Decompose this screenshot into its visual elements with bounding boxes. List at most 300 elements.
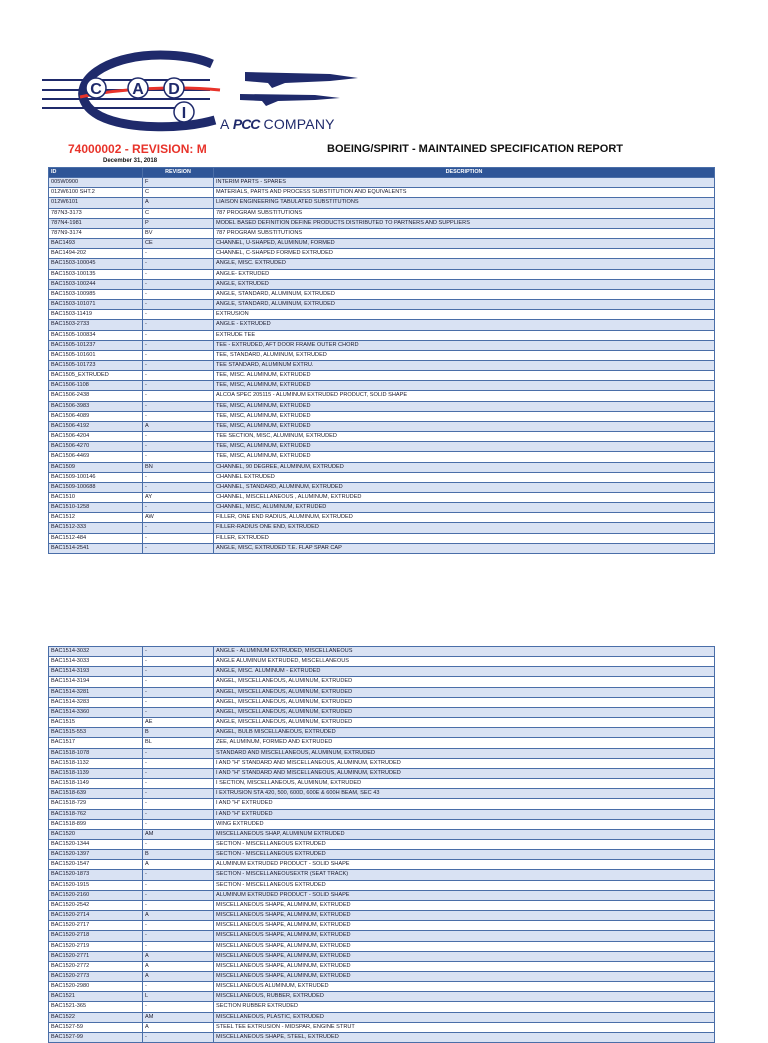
cell-revision: A xyxy=(143,972,214,982)
table-row xyxy=(49,411,715,421)
table-row xyxy=(49,657,715,667)
cell-id: BAC1515 xyxy=(49,718,143,728)
table-row xyxy=(49,961,715,971)
cell-description: ANGLE - EXTRUDED xyxy=(214,320,715,330)
table-row xyxy=(49,513,715,523)
cell-description: CHANNEL, C-SHAPED FORMED EXTRUDED xyxy=(214,249,715,259)
cell-revision: - xyxy=(143,523,214,533)
cell-id: BAC1520-2719 xyxy=(49,941,143,951)
cell-revision: BN xyxy=(143,462,214,472)
table-row xyxy=(49,870,715,880)
cell-revision: - xyxy=(143,371,214,381)
table-row xyxy=(49,728,715,738)
cell-revision: A xyxy=(143,911,214,921)
table-row xyxy=(49,758,715,768)
table-row xyxy=(49,860,715,870)
cell-revision: BV xyxy=(143,228,214,238)
cell-revision: - xyxy=(143,982,214,992)
cell-id: BAC1514-3283 xyxy=(49,697,143,707)
cell-description: TEE, MISC, ALUMINUM, EXTRUDED xyxy=(214,452,715,462)
cell-id: BAC1509-100688 xyxy=(49,482,143,492)
cell-revision: - xyxy=(143,360,214,370)
cell-description: CHANNEL EXTRUDED xyxy=(214,472,715,482)
table-row xyxy=(49,748,715,758)
cell-id: BAC1520-1344 xyxy=(49,839,143,849)
cell-description: SECTION - MISCELLANEOUSEXTR (SEAT TRACK) xyxy=(214,870,715,880)
cell-id: 787N4-1981 xyxy=(49,218,143,228)
cell-description: ANGLE, STANDARD, ALUMINUM, EXTRUDED xyxy=(214,289,715,299)
cell-description: ANGLE, MISC. EXTRUDED xyxy=(214,259,715,269)
spec-table-top xyxy=(48,167,715,554)
table-row xyxy=(49,982,715,992)
cell-id: BAC1506-3983 xyxy=(49,401,143,411)
cell-revision: A xyxy=(143,198,214,208)
cell-revision: - xyxy=(143,819,214,829)
cell-revision: BL xyxy=(143,738,214,748)
table-row xyxy=(49,829,715,839)
company-tagline xyxy=(220,116,335,132)
table-row xyxy=(49,951,715,961)
cell-description: ANGLE, MISC. ALUMINUM - EXTRUDED xyxy=(214,667,715,677)
cell-description: 787 PROGRAM SUBSTITUTIONS xyxy=(214,208,715,218)
cell-id: BAC1520-2980 xyxy=(49,982,143,992)
cell-id: BAC1520-2160 xyxy=(49,890,143,900)
cell-id: BAC1514-3193 xyxy=(49,667,143,677)
cell-id: BAC1509 xyxy=(49,462,143,472)
cell-description: MISCELLANEOUS SHAPE, ALUMINUM, EXTRUDED xyxy=(214,941,715,951)
cell-revision: - xyxy=(143,442,214,452)
cell-revision: - xyxy=(143,279,214,289)
cell-id: BAC1521-365 xyxy=(49,1002,143,1012)
cell-id: BAC1493 xyxy=(49,239,143,249)
cell-description: I AND "H" STANDARD AND MISCELLANEOUS, ALUMINUM, EXTRUDED xyxy=(214,758,715,768)
cell-id: BAC1515-553 xyxy=(49,728,143,738)
table-header-row xyxy=(49,168,715,178)
cell-description: EXTRUDE TEE xyxy=(214,330,715,340)
logo-letter-d: D xyxy=(168,81,180,98)
cell-id: 787N9-3174 xyxy=(49,228,143,238)
cell-id: BAC1514-2541 xyxy=(49,543,143,553)
table-row xyxy=(49,839,715,849)
table-row xyxy=(49,697,715,707)
cell-revision: AM xyxy=(143,1012,214,1022)
table-row xyxy=(49,401,715,411)
table-row xyxy=(49,442,715,452)
table-row xyxy=(49,310,715,320)
cell-revision: - xyxy=(143,931,214,941)
cell-revision: - xyxy=(143,880,214,890)
cell-revision: - xyxy=(143,411,214,421)
cell-description: MISCELLANEOUS, RUBBER, EXTRUDED xyxy=(214,992,715,1002)
document-number: 74000002 - REVISION: M xyxy=(68,142,207,156)
cell-id: BAC1521 xyxy=(49,992,143,1002)
cell-id: BAC1510 xyxy=(49,493,143,503)
cell-description: TEE, STANDARD, ALUMINUM, EXTRUDED xyxy=(214,350,715,360)
table-row xyxy=(49,799,715,809)
cell-description: ANGEL, MISCELLANEOUS, ALUMINUM, EXTRUDED xyxy=(214,677,715,687)
cell-description: ANGEL, MISCELLANEOUS, ALUMINUM, EXTRUDED xyxy=(214,707,715,717)
table-row xyxy=(49,523,715,533)
cell-description: MISCELLANEOUS SHAPE, ALUMINUM, EXTRUDED xyxy=(214,951,715,961)
cell-revision: AM xyxy=(143,829,214,839)
cell-revision: - xyxy=(143,789,214,799)
cell-revision: - xyxy=(143,647,214,657)
table-row xyxy=(49,941,715,951)
cell-id: BAC1506-4270 xyxy=(49,442,143,452)
cell-description: ANGLE, EXTRUDED xyxy=(214,279,715,289)
cell-id: BAC1512 xyxy=(49,513,143,523)
cell-description: EXTRUSION xyxy=(214,310,715,320)
cell-description: INTERIM PARTS - SPARES xyxy=(214,178,715,188)
cell-revision: - xyxy=(143,381,214,391)
cell-revision: - xyxy=(143,667,214,677)
cell-description: CHANNEL, U-SHAPED, ALUMINUM, FORMED xyxy=(214,239,715,249)
table-row xyxy=(49,482,715,492)
cell-description: TEE - EXTRUDED, AFT DOOR FRAME OUTER CHORD xyxy=(214,340,715,350)
cell-revision: - xyxy=(143,870,214,880)
cell-revision: - xyxy=(143,758,214,768)
cell-description: WING EXTRUDED xyxy=(214,819,715,829)
cell-id: BAC1518-1149 xyxy=(49,779,143,789)
cell-description: CHANNEL, MISCELLANEOUS , ALUMINUM, EXTRUDED xyxy=(214,493,715,503)
cell-id: BAC1520-1873 xyxy=(49,870,143,880)
cell-revision: - xyxy=(143,677,214,687)
table-row xyxy=(49,188,715,198)
cell-revision: - xyxy=(143,249,214,259)
cell-description: MISCELLANEOUS SHAP, ALUMINUM EXTRUDED xyxy=(214,829,715,839)
table-row xyxy=(49,228,715,238)
cell-description: I AND "H" EXTRUDED xyxy=(214,799,715,809)
cell-id: BAC1520-2772 xyxy=(49,961,143,971)
cell-description: FILLER, EXTRUDED xyxy=(214,533,715,543)
cell-id: BAC1514-3360 xyxy=(49,707,143,717)
cell-description: CHANNEL, STANDARD, ALUMINUM, EXTRUDED xyxy=(214,482,715,492)
cell-id: BAC1494-202 xyxy=(49,249,143,259)
cell-revision: - xyxy=(143,941,214,951)
cell-description: ANGEL, MISCELLANEOUS, ALUMINUM, EXTRUDED xyxy=(214,687,715,697)
cell-id: BAC1506-4469 xyxy=(49,452,143,462)
table-row xyxy=(49,789,715,799)
cell-revision: CE xyxy=(143,239,214,249)
table-row xyxy=(49,300,715,310)
table-row xyxy=(49,972,715,982)
cell-description: STEEL TEE EXTRUSION - MIDSPAR, ENGINE STRUT xyxy=(214,1022,715,1032)
col-header-description: DESCRIPTION xyxy=(214,168,715,178)
cell-id: BAC1503-101071 xyxy=(49,300,143,310)
table-row xyxy=(49,890,715,900)
cell-id: BAC1520-1397 xyxy=(49,850,143,860)
cell-id: BAC1518-762 xyxy=(49,809,143,819)
table-row xyxy=(49,911,715,921)
cell-description: TEE, MISC, ALUMINUM, EXTRUDED xyxy=(214,381,715,391)
cell-description: ALUMINUM EXTRUDED PRODUCT - SOLID SHAPE xyxy=(214,860,715,870)
cell-description: MISCELLANEOUS SHAPE, ALUMINUM, EXTRUDED xyxy=(214,972,715,982)
table-row xyxy=(49,931,715,941)
cell-id: BAC1505-101723 xyxy=(49,360,143,370)
cell-description: ALCOA SPEC 205115 - ALUMINUM EXTRUDED PRODUCT, SOLID SHAPE xyxy=(214,391,715,401)
table-row xyxy=(49,218,715,228)
table-row xyxy=(49,503,715,513)
cell-id: BAC1506-1108 xyxy=(49,381,143,391)
cell-revision: - xyxy=(143,697,214,707)
cell-revision: - xyxy=(143,921,214,931)
table-row xyxy=(49,320,715,330)
cell-revision: B xyxy=(143,728,214,738)
cell-id: BAC1527-59 xyxy=(49,1022,143,1032)
table-row xyxy=(49,647,715,657)
cell-description: MODEL BASED DEFINITION DEFINE PRODUCTS DISTRIBUTED TO PARTNERS AND SUPPLIERS xyxy=(214,218,715,228)
table-row xyxy=(49,707,715,717)
cell-id: 012W6100 SHT.2 xyxy=(49,188,143,198)
table-row xyxy=(49,330,715,340)
cell-id: BAC1518-1078 xyxy=(49,748,143,758)
cell-id: BAC1514-3033 xyxy=(49,657,143,667)
cell-revision: - xyxy=(143,503,214,513)
cell-description: MISCELLANEOUS, PLASTIC, EXTRUDED xyxy=(214,1012,715,1022)
cell-description: ANGLE, STANDARD, ALUMINUM, EXTRUDED xyxy=(214,300,715,310)
cell-description: TEE, MISC, ALUMINUM, EXTRUDED xyxy=(214,401,715,411)
cell-id: BAC1514-3281 xyxy=(49,687,143,697)
cell-description: FILLER, ONE END RADIUS, ALUMINUM, EXTRUDED xyxy=(214,513,715,523)
cell-revision: A xyxy=(143,1022,214,1032)
cell-revision: - xyxy=(143,768,214,778)
cell-id: BAC1503-2733 xyxy=(49,320,143,330)
cell-revision: - xyxy=(143,320,214,330)
table-row xyxy=(49,279,715,289)
cell-description: ANGEL, MISCELLANEOUS, ALUMINUM, EXTRUDED xyxy=(214,697,715,707)
cell-revision: - xyxy=(143,289,214,299)
cell-revision: - xyxy=(143,707,214,717)
cell-id: BAC1520-1547 xyxy=(49,860,143,870)
table-row xyxy=(49,239,715,249)
cell-description: CHANNEL, MISC, ALUMINUM, EXTRUDED xyxy=(214,503,715,513)
pcc-brand: PCC xyxy=(232,116,260,132)
table-row xyxy=(49,768,715,778)
cell-id: BAC1506-2438 xyxy=(49,391,143,401)
col-header-revision: REVISION xyxy=(143,168,214,178)
cell-id: BAC1518-729 xyxy=(49,799,143,809)
col-header-id: ID xyxy=(49,168,143,178)
table-row xyxy=(49,738,715,748)
cell-revision: - xyxy=(143,452,214,462)
cell-description: ANGLE, MISC, EXTRUDED T.E. FLAP SPAR CAP xyxy=(214,543,715,553)
cell-description: TEE STANDARD, ALUMINUM EXTRU. xyxy=(214,360,715,370)
cell-id: BAC1520 xyxy=(49,829,143,839)
cell-revision: AE xyxy=(143,718,214,728)
cell-description: TEE, MISC, ALUMINUM, EXTRUDED xyxy=(214,442,715,452)
cell-description: TEE, MISC. ALUMINUM, EXTRUDED xyxy=(214,371,715,381)
cell-id: BAC1510-1258 xyxy=(49,503,143,513)
table-row xyxy=(49,992,715,1002)
table-row xyxy=(49,198,715,208)
table-row xyxy=(49,779,715,789)
table-row xyxy=(49,421,715,431)
cell-description: SECTION - MISCELLANEOUS EXTRUDED xyxy=(214,839,715,849)
table-row xyxy=(49,452,715,462)
cell-id: BAC1527-99 xyxy=(49,1032,143,1042)
table-row xyxy=(49,462,715,472)
cell-id: BAC1505-101237 xyxy=(49,340,143,350)
cell-description: TEE, MISC, ALUMINUM, EXTRUDED xyxy=(214,421,715,431)
table-row xyxy=(49,289,715,299)
cell-id: BAC1520-2718 xyxy=(49,931,143,941)
cell-revision: - xyxy=(143,533,214,543)
cell-description: ANGLE- EXTRUDED xyxy=(214,269,715,279)
cell-revision: AW xyxy=(143,513,214,523)
table-row xyxy=(49,269,715,279)
cell-revision: - xyxy=(143,401,214,411)
cell-revision: - xyxy=(143,657,214,667)
cell-id: BAC1509-100146 xyxy=(49,472,143,482)
logo-letter-c: C xyxy=(90,81,102,98)
cell-id: BAC1505_EXTRUDED xyxy=(49,371,143,381)
cell-revision: - xyxy=(143,779,214,789)
table-row xyxy=(49,900,715,910)
cell-description: LIAISON ENGINEERING TABULATED SUBSTITUTIONS xyxy=(214,198,715,208)
cell-description: SECTION RUBBER EXTRUDED xyxy=(214,1002,715,1012)
cell-revision: - xyxy=(143,300,214,310)
table-row xyxy=(49,350,715,360)
cell-description: TEE, MISC, ALUMINUM, EXTRUDED xyxy=(214,411,715,421)
table-row xyxy=(49,850,715,860)
cell-revision: - xyxy=(143,543,214,553)
cell-revision: - xyxy=(143,1032,214,1042)
cell-id: BAC1522 xyxy=(49,1012,143,1022)
cell-description: 787 PROGRAM SUBSTITUTIONS xyxy=(214,228,715,238)
cell-description: I SECTION, MISCELLANEOUS, ALUMINUM, EXTRUDED xyxy=(214,779,715,789)
cell-description: MISCELLANEOUS SHAPE, ALUMINUM, EXTRUDED xyxy=(214,900,715,910)
table-row xyxy=(49,718,715,728)
cell-revision: - xyxy=(143,350,214,360)
table-row xyxy=(49,880,715,890)
cell-description: MISCELLANEOUS SHAPE, ALUMINUM, EXTRUDED xyxy=(214,961,715,971)
table-row xyxy=(49,687,715,697)
cell-id: BAC1520-2771 xyxy=(49,951,143,961)
cell-id: BAC1503-100135 xyxy=(49,269,143,279)
report-date: December 31, 2018 xyxy=(103,158,158,164)
cell-id: BAC1518-1132 xyxy=(49,758,143,768)
table-row xyxy=(49,1012,715,1022)
cell-id: 787N3-3173 xyxy=(49,208,143,218)
cell-revision: A xyxy=(143,421,214,431)
cell-revision: AY xyxy=(143,493,214,503)
cell-revision: - xyxy=(143,432,214,442)
cell-revision: - xyxy=(143,310,214,320)
cell-id: BAC1503-100045 xyxy=(49,259,143,269)
cell-revision: - xyxy=(143,799,214,809)
table-row xyxy=(49,667,715,677)
cell-revision: - xyxy=(143,1002,214,1012)
cell-id: BAC1520-1915 xyxy=(49,880,143,890)
cell-id: BAC1506-4089 xyxy=(49,411,143,421)
cell-description: STANDARD AND MISCELLANEOUS, ALUMINUM, EXTRUDED xyxy=(214,748,715,758)
cell-revision: - xyxy=(143,687,214,697)
cell-revision: C xyxy=(143,208,214,218)
table-row xyxy=(49,819,715,829)
cell-description: MATERIALS, PARTS AND PROCESS SUBSTITUTION AND EQUIVALENTS xyxy=(214,188,715,198)
table-row xyxy=(49,381,715,391)
table-row xyxy=(49,921,715,931)
cell-revision: A xyxy=(143,961,214,971)
cell-id: BAC1505-101601 xyxy=(49,350,143,360)
cell-revision: - xyxy=(143,391,214,401)
cell-id: BAC1505-100834 xyxy=(49,330,143,340)
table-row xyxy=(49,677,715,687)
cell-id: BAC1518-1139 xyxy=(49,768,143,778)
table-row xyxy=(49,1032,715,1042)
table-row xyxy=(49,371,715,381)
cell-id: BAC1517 xyxy=(49,738,143,748)
table-row xyxy=(49,432,715,442)
cell-id: 012W6101 xyxy=(49,198,143,208)
tagline-suffix: COMPANY xyxy=(263,116,335,132)
table-row xyxy=(49,391,715,401)
cell-id: BAC1503-11419 xyxy=(49,310,143,320)
cell-revision: - xyxy=(143,472,214,482)
cell-id: BAC1506-4204 xyxy=(49,432,143,442)
cell-revision: F xyxy=(143,178,214,188)
cell-id: BAC1520-2714 xyxy=(49,911,143,921)
cell-description: ALUMINUM EXTRUDED PRODUCT - SOLID SHAPE xyxy=(214,890,715,900)
cell-id: BAC1518-639 xyxy=(49,789,143,799)
cell-revision: A xyxy=(143,951,214,961)
table-row xyxy=(49,340,715,350)
cell-revision: - xyxy=(143,330,214,340)
cell-revision: - xyxy=(143,890,214,900)
cell-description: MISCELLANEOUS SHAPE, STEEL, EXTRUDED xyxy=(214,1032,715,1042)
table-row xyxy=(49,533,715,543)
cell-description: TEE SECTION, MISC, ALUMINUM, EXTRUDED xyxy=(214,432,715,442)
cell-description: ZEE, ALUMINUM, FORMED AND EXTRUDED xyxy=(214,738,715,748)
tagline-prefix: A xyxy=(220,116,229,132)
cell-revision: L xyxy=(143,992,214,1002)
cell-revision: A xyxy=(143,860,214,870)
cell-description: ANGLE, MISCELLANEOUS, ALUMINUM, EXTRUDED xyxy=(214,718,715,728)
cell-description: SECTION - MISCELLANEOUS EXTRUDED xyxy=(214,850,715,860)
cell-id: BAC1514-3194 xyxy=(49,677,143,687)
cell-id: BAC1512-484 xyxy=(49,533,143,543)
cell-id: BAC1514-3032 xyxy=(49,647,143,657)
cell-id: 005W0900 xyxy=(49,178,143,188)
table-row xyxy=(49,208,715,218)
cell-description: SECTION - MISCELLANEOUS EXTRUDED xyxy=(214,880,715,890)
cell-description: FILLER-RADIUS ONE END, EXTRUDED xyxy=(214,523,715,533)
table-row xyxy=(49,1002,715,1012)
cell-description: MISCELLANEOUS ALUMINUM, EXTRUDED xyxy=(214,982,715,992)
cell-description: MISCELLANEOUS SHAPE, ALUMINUM, EXTRUDED xyxy=(214,911,715,921)
cell-description: I EXTRUSION STA 420, 500, 600D, 600E & 600H BEAM, SEC 43 xyxy=(214,789,715,799)
cell-id: BAC1518-899 xyxy=(49,819,143,829)
cell-id: BAC1503-100244 xyxy=(49,279,143,289)
cell-revision: - xyxy=(143,269,214,279)
cell-id: BAC1520-2717 xyxy=(49,921,143,931)
spec-table-bottom xyxy=(48,646,715,1043)
table-row xyxy=(49,493,715,503)
cell-revision: - xyxy=(143,482,214,492)
logo-letter-i: I xyxy=(181,105,187,122)
cell-description: MISCELLANEOUS SHAPE, ALUMINUM, EXTRUDED xyxy=(214,921,715,931)
report-title: BOEING/SPIRIT - MAINTAINED SPECIFICATION REPORT xyxy=(327,143,623,155)
cell-revision: P xyxy=(143,218,214,228)
cell-id: BAC1503-100985 xyxy=(49,289,143,299)
cell-description: MISCELLANEOUS SHAPE, ALUMINUM, EXTRUDED xyxy=(214,931,715,941)
cell-description: ANGLE - ALUMINUM EXTRUDED, MISCELLANEOUS xyxy=(214,647,715,657)
cell-description: I AND "H" EXTRUDED xyxy=(214,809,715,819)
cell-revision: C xyxy=(143,188,214,198)
table-row xyxy=(49,472,715,482)
table-row xyxy=(49,543,715,553)
cell-description: CHANNEL, 90 DEGREE, ALUMINUM, EXTRUDED xyxy=(214,462,715,472)
